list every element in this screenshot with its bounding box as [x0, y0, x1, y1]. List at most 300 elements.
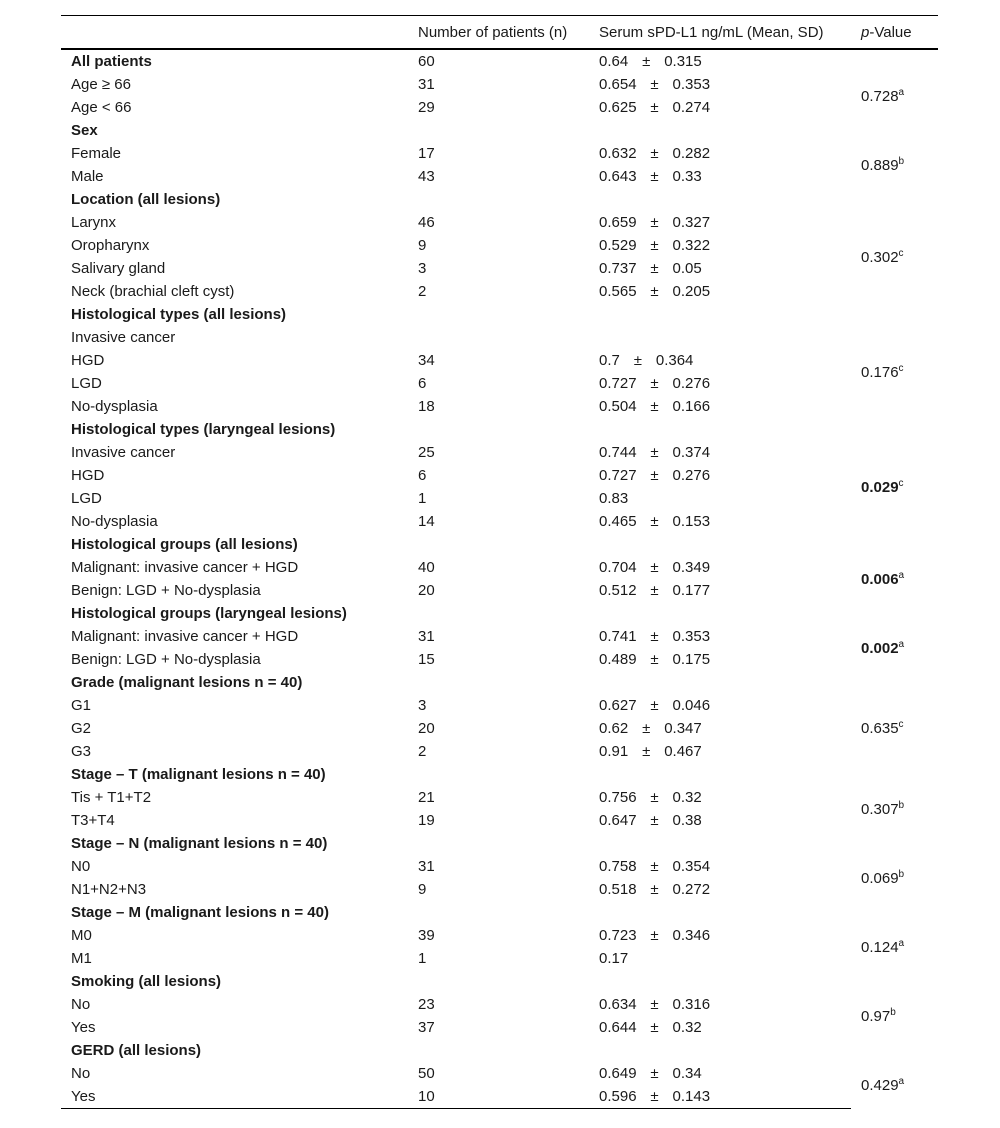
mean-value: 0.17 [599, 950, 629, 967]
plus-minus-symbol: ± [650, 559, 659, 576]
section-header-row [61, 970, 938, 993]
plus-minus-symbol: ± [650, 812, 659, 829]
mean-sd-cell [589, 257, 851, 280]
plus-minus-symbol: ± [650, 99, 659, 116]
mean-sd-cell [589, 947, 851, 970]
mean-value: 0.627 [599, 697, 637, 714]
table-row [61, 510, 938, 533]
section-label: Smoking (all lesions) [71, 973, 222, 990]
header-variable [61, 16, 408, 50]
mean-value: 0.634 [599, 996, 637, 1013]
patient-count: 34 [418, 352, 435, 369]
plus-minus-symbol: ± [650, 582, 659, 599]
patient-count: 20 [418, 582, 435, 599]
patient-count: 31 [418, 858, 435, 875]
mean-value: 0.465 [599, 513, 637, 530]
mean-sd-cell [589, 1085, 851, 1109]
plus-minus-symbol: ± [633, 352, 642, 369]
p-value: 0.635 [861, 720, 899, 737]
mean-value: 0.756 [599, 789, 637, 806]
patient-count: 10 [408, 1085, 589, 1109]
p-value-cell [851, 188, 938, 211]
plus-minus-symbol: ± [650, 444, 659, 461]
mean-sd-cell [589, 372, 851, 395]
mean-sd-cell [589, 165, 851, 188]
table-row [61, 395, 938, 418]
mean-sd-cell [589, 487, 851, 510]
plus-minus-symbol: ± [650, 76, 659, 93]
mean-value: 0.758 [599, 858, 637, 875]
patient-count: 25 [418, 444, 435, 461]
header-p-italic: p [861, 23, 870, 41]
sd-value: 0.046 [672, 697, 711, 714]
p-value-cell [851, 1039, 938, 1062]
p-value-cell [851, 970, 938, 993]
p-value: 0.728 [861, 87, 899, 105]
mean-value: 0.727 [599, 375, 637, 392]
table-row [61, 717, 938, 740]
mean-sd-cell [589, 441, 851, 464]
section-label: Histological groups (all lesions) [71, 536, 298, 553]
mean-sd-cell [589, 602, 851, 625]
p-value: 0.176 [861, 363, 899, 381]
sd-value: 0.353 [672, 628, 711, 645]
row-label: Invasive cancer [71, 444, 176, 461]
row-label: Tis + T1+T2 [71, 789, 152, 806]
sd-value: 0.353 [672, 76, 711, 93]
plus-minus-symbol: ± [650, 996, 659, 1013]
sd-value: 0.276 [672, 467, 711, 484]
section-label: Histological groups (laryngeal lesions) [71, 605, 347, 622]
mean-sd-cell [589, 395, 851, 418]
p-value-footnote-mark: b [898, 155, 905, 167]
p-value-cell [851, 602, 938, 625]
row-label: Male [71, 168, 104, 185]
row-label: Salivary gland [71, 260, 166, 277]
p-value-cell [851, 441, 938, 533]
patient-count: 50 [418, 1065, 435, 1082]
p-value-footnote-mark: b [898, 868, 905, 880]
p-value-cell [851, 533, 938, 556]
p-value-cell [851, 142, 938, 188]
header-row [61, 16, 938, 50]
mean-value: 0.723 [599, 927, 637, 944]
row-label: No-dysplasia [71, 513, 158, 530]
sd-value: 0.272 [672, 881, 711, 898]
p-value-footnote-mark: c [898, 719, 904, 730]
p-value-footnote-mark: a [898, 1075, 905, 1087]
plus-minus-symbol: ± [650, 237, 659, 254]
plus-minus-symbol: ± [650, 398, 659, 415]
sd-value: 0.282 [672, 145, 711, 162]
row-label: G1 [71, 697, 92, 714]
mean-sd-cell [589, 1039, 851, 1062]
mean-sd-cell [589, 234, 851, 257]
sd-value: 0.274 [672, 99, 711, 116]
row-label: Larynx [71, 214, 117, 231]
patient-count: 40 [418, 559, 435, 576]
table-row [61, 947, 938, 970]
p-value-cell [851, 993, 938, 1039]
row-label: No-dysplasia [71, 398, 158, 415]
mean-sd-cell [589, 1016, 851, 1039]
mean-sd-cell [589, 924, 851, 947]
results-table [61, 15, 938, 1109]
patient-count [408, 671, 589, 694]
mean-sd-cell [589, 96, 851, 119]
plus-minus-symbol: ± [650, 927, 659, 944]
mean-value: 0.643 [599, 168, 637, 185]
p-value: 0.889 [861, 156, 899, 174]
p-value-cell [851, 556, 938, 602]
mean-value: 0.737 [599, 260, 637, 277]
patient-count: 1 [418, 490, 427, 507]
plus-minus-symbol: ± [642, 743, 651, 760]
mean-sd-cell [589, 510, 851, 533]
plus-minus-symbol: ± [650, 283, 659, 300]
plus-minus-symbol: ± [650, 214, 659, 231]
mean-sd-cell [589, 832, 851, 855]
p-value-cell [851, 303, 938, 326]
table-row [61, 234, 938, 257]
mean-sd-cell [589, 349, 851, 372]
table-row [61, 878, 938, 901]
table-row [61, 165, 938, 188]
mean-value: 0.83 [599, 490, 629, 507]
sd-value: 0.38 [672, 812, 702, 829]
section-header-row [61, 901, 938, 924]
patient-count: 6 [418, 375, 427, 392]
mean-sd-cell [589, 119, 851, 142]
table-row [61, 579, 938, 602]
row-label: Neck (brachial cleft cyst) [71, 283, 235, 300]
mean-sd-cell [589, 142, 851, 165]
section-label: Location (all lesions) [71, 191, 221, 208]
p-value-cell [851, 625, 938, 671]
patient-count [408, 832, 589, 855]
p-value-footnote-mark: b [890, 1006, 896, 1018]
table-row [61, 924, 938, 947]
section-header-row [61, 602, 938, 625]
patient-count [408, 763, 589, 786]
patient-count: 2 [418, 743, 427, 760]
p-value-footnote-mark: a [898, 86, 905, 98]
mean-sd-cell [589, 901, 851, 924]
sd-value: 0.315 [664, 53, 702, 70]
header-p-rest: -Value [869, 23, 912, 41]
mean-value: 0.625 [599, 99, 637, 116]
table-row [61, 487, 938, 510]
patient-count [408, 303, 589, 326]
table-row [61, 372, 938, 395]
patient-count: 31 [418, 76, 435, 93]
table-row [61, 855, 938, 878]
plus-minus-symbol: ± [650, 168, 659, 185]
p-value-footnote-mark: c [898, 477, 904, 489]
row-label: Malignant: invasive cancer + HGD [71, 628, 299, 645]
mean-value: 0.659 [599, 214, 637, 231]
mean-value: 0.596 [599, 1088, 637, 1105]
mean-sd-cell [589, 717, 851, 740]
mean-value: 0.91 [599, 743, 629, 760]
row-label: Yes [71, 1019, 96, 1036]
row-label: LGD [71, 375, 102, 392]
section-label: Grade (malignant lesions n = 40) [71, 674, 303, 691]
patient-count [408, 188, 589, 211]
table-row [61, 1085, 938, 1109]
section-header-row [61, 119, 938, 142]
mean-value: 0.727 [599, 467, 637, 484]
section-label: Stage – M (malignant lesions n = 40) [71, 904, 329, 921]
row-label: G3 [71, 743, 92, 760]
p-value: 0.302 [861, 248, 899, 266]
p-value: 0.006 [861, 570, 899, 588]
mean-sd-cell [589, 533, 851, 556]
patient-count [408, 418, 589, 441]
patient-count: 19 [418, 812, 435, 829]
header-number-of-patients: Number of patients (n) [408, 16, 589, 50]
mean-value: 0.489 [599, 651, 637, 668]
row-label: Female [71, 145, 122, 162]
sd-value: 0.374 [672, 444, 711, 461]
sd-value: 0.32 [672, 1019, 702, 1036]
section-header-row [61, 188, 938, 211]
table-row [61, 96, 938, 119]
mean-sd-cell [589, 303, 851, 326]
mean-value: 0.7 [599, 352, 620, 369]
patient-count: 1 [418, 950, 427, 967]
row-label: LGD [71, 490, 102, 507]
results-table-container [61, 15, 938, 1109]
patient-count: 3 [418, 697, 427, 714]
table-body [61, 49, 938, 1109]
p-value-footnote-mark: b [898, 799, 905, 811]
patient-count: 23 [418, 996, 435, 1013]
section-header-row [61, 533, 938, 556]
mean-sd-cell [589, 855, 851, 878]
row-label: Benign: LGD + No-dysplasia [71, 582, 261, 599]
section-label: All patients [71, 53, 152, 70]
section-header-row [61, 418, 938, 441]
mean-sd-cell [589, 280, 851, 303]
p-value-cell [851, 326, 938, 418]
plus-minus-symbol: ± [650, 467, 659, 484]
p-value-cell [851, 786, 938, 832]
mean-sd-cell [589, 786, 851, 809]
mean-sd-cell [589, 648, 851, 671]
section-header-row [61, 1039, 938, 1062]
row-label: M0 [71, 927, 92, 944]
mean-sd-cell [589, 809, 851, 832]
p-value-cell [851, 73, 938, 119]
mean-value: 0.744 [599, 444, 637, 461]
sd-value: 0.166 [672, 398, 711, 415]
p-value-cell [851, 901, 938, 924]
row-label: N0 [71, 858, 91, 875]
mean-value: 0.512 [599, 582, 637, 599]
mean-sd-cell [589, 464, 851, 487]
plus-minus-symbol: ± [650, 697, 659, 714]
table-row [61, 326, 938, 349]
sd-value: 0.364 [655, 352, 694, 369]
mean-sd-cell [589, 1062, 851, 1085]
mean-sd-cell [589, 556, 851, 579]
row-label: N1+N2+N3 [71, 881, 147, 898]
mean-value: 0.504 [599, 398, 637, 415]
row-label: HGD [71, 467, 105, 484]
patient-count: 39 [418, 927, 435, 944]
table-row [61, 740, 938, 763]
row-label: Age ≥ 66 [71, 76, 131, 93]
section-label: Stage – T (malignant lesions n = 40) [71, 766, 326, 783]
mean-value: 0.565 [599, 283, 637, 300]
sd-value: 0.32 [672, 789, 702, 806]
table-row [61, 809, 938, 832]
patient-count: 29 [418, 99, 435, 116]
sd-value: 0.143 [672, 1088, 711, 1105]
section-label: Stage – N (malignant lesions n = 40) [71, 835, 328, 852]
row-label: No [71, 996, 91, 1013]
plus-minus-symbol: ± [642, 720, 651, 737]
section-header-row [61, 49, 938, 73]
p-value-cell [851, 763, 938, 786]
mean-value: 0.518 [599, 881, 637, 898]
header-p-value [851, 16, 938, 50]
p-value-cell [851, 671, 938, 694]
mean-value: 0.644 [599, 1019, 637, 1036]
mean-sd-cell [589, 993, 851, 1016]
patient-count: 15 [418, 651, 435, 668]
sd-value: 0.347 [664, 720, 702, 737]
p-value-footnote-mark: a [898, 638, 905, 650]
p-value-footnote-mark: a [898, 569, 905, 581]
table-row [61, 1062, 938, 1085]
mean-sd-cell [589, 970, 851, 993]
p-value-cell [851, 1062, 938, 1109]
row-label: M1 [71, 950, 92, 967]
table-row [61, 464, 938, 487]
patient-count: 46 [418, 214, 435, 231]
p-value-cell [851, 49, 938, 73]
section-label: Histological types (laryngeal lesions) [71, 421, 336, 438]
section-header-row [61, 303, 938, 326]
mean-value: 0.62 [599, 720, 629, 737]
row-label: T3+T4 [71, 812, 115, 829]
table-row [61, 786, 938, 809]
patient-count: 2 [418, 283, 427, 300]
sd-value: 0.177 [672, 582, 711, 599]
mean-sd-cell [589, 49, 851, 73]
p-value: 0.307 [861, 800, 899, 818]
p-value-cell [851, 694, 938, 763]
plus-minus-symbol: ± [650, 1065, 659, 1082]
row-label: No [71, 1065, 91, 1082]
plus-minus-symbol: ± [650, 651, 659, 668]
p-value-cell [851, 855, 938, 901]
table-row [61, 1016, 938, 1039]
p-value: 0.97 [861, 1007, 891, 1025]
mean-value: 0.704 [599, 559, 637, 576]
sd-value: 0.33 [672, 168, 702, 185]
patient-count: 37 [418, 1019, 435, 1036]
sd-value: 0.349 [672, 559, 711, 576]
p-value-cell [851, 119, 938, 142]
p-value-footnote-mark: a [898, 937, 905, 949]
row-label: HGD [71, 352, 105, 369]
mean-sd-cell [589, 326, 851, 349]
plus-minus-symbol: ± [650, 145, 659, 162]
row-label: G2 [71, 720, 92, 737]
table-row [61, 211, 938, 234]
section-label: GERD (all lesions) [71, 1042, 202, 1059]
patient-count [408, 970, 589, 993]
mean-sd-cell [589, 418, 851, 441]
p-value-footnote-mark: c [898, 362, 904, 374]
sd-value: 0.354 [672, 858, 711, 875]
mean-sd-cell [589, 763, 851, 786]
sd-value: 0.346 [672, 927, 711, 944]
patient-count: 17 [418, 145, 435, 162]
patient-count: 31 [418, 628, 435, 645]
plus-minus-symbol: ± [650, 628, 659, 645]
patient-count: 6 [418, 467, 427, 484]
p-value: 0.069 [861, 869, 899, 887]
mean-sd-cell [589, 73, 851, 96]
sd-value: 0.153 [672, 513, 711, 530]
table-row [61, 142, 938, 165]
patient-count [408, 119, 589, 142]
mean-value: 0.529 [599, 237, 637, 254]
patient-count: 9 [418, 881, 427, 898]
section-header-row [61, 671, 938, 694]
table-row [61, 441, 938, 464]
mean-sd-cell [589, 211, 851, 234]
patient-count: 9 [418, 237, 427, 254]
sd-value: 0.327 [672, 214, 711, 231]
row-label: Malignant: invasive cancer + HGD [71, 559, 299, 576]
table-row [61, 73, 938, 96]
table-row [61, 625, 938, 648]
mean-sd-cell [589, 671, 851, 694]
mean-sd-cell [589, 694, 851, 717]
row-label: Oropharynx [71, 237, 150, 254]
p-value: 0.002 [861, 639, 899, 657]
plus-minus-symbol: ± [650, 375, 659, 392]
p-value-cell [851, 832, 938, 855]
mean-value: 0.632 [599, 145, 637, 162]
patient-count: 14 [418, 513, 435, 530]
patient-count: 60 [418, 53, 435, 70]
sd-value: 0.34 [672, 1065, 702, 1082]
mean-sd-cell [589, 625, 851, 648]
table-row [61, 257, 938, 280]
mean-sd-cell [589, 740, 851, 763]
section-label: Sex [71, 122, 98, 139]
plus-minus-symbol: ± [650, 881, 659, 898]
row-label: Benign: LGD + No-dysplasia [71, 651, 261, 668]
table-header [61, 16, 938, 50]
patient-count: 21 [418, 789, 435, 806]
p-value: 0.029 [861, 478, 899, 496]
patient-count [408, 326, 589, 349]
patient-count: 20 [418, 720, 435, 737]
table-row [61, 280, 938, 303]
plus-minus-symbol: ± [650, 1088, 659, 1105]
p-value: 0.124 [861, 938, 899, 956]
p-value-footnote-mark: c [898, 247, 904, 259]
p-value-cell [851, 924, 938, 970]
plus-minus-symbol: ± [650, 513, 659, 530]
